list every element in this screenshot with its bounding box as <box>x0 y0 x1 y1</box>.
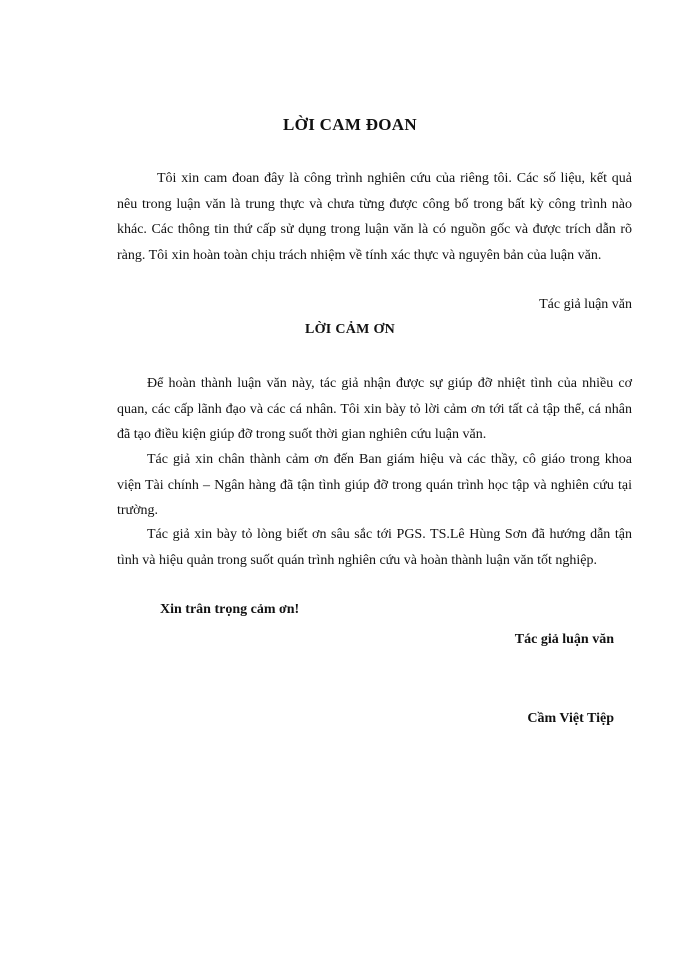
acknowledgement-paragraph-1: Để hoàn thành luận văn này, tác giả nhận được sự giúp đỡ nhiệt tình của nhiều cơ quan, các cấp lãnh đạo và các cá nhân. Tôi xin bày tỏ lời cảm ơn tới tất cả tập thể, cá nhân đã tạo điều kiện giúp đỡ trong suốt thời gian nghiên cứu luận văn. <box>117 376 632 442</box>
declaration-signature: Tác giả luận văn <box>539 297 632 312</box>
acknowledgement-title: LỜI CẢM ƠN <box>304 322 396 337</box>
declaration-paragraph: Tôi xin cam đoan đây là công trình nghiên cứu của riêng tôi. Các số liệu, kết quả nêu trong luận văn là trung thực và chưa từng được công bố trong bất kỳ công trình nào khác. Các thông tin thứ cấp sử dụng trong luận văn là có nguồn gốc và được trích dẫn rõ ràng. Tôi xin hoàn toàn chịu trách nhiệm về tính xác thực và nguyên bản của luận văn. <box>117 171 632 263</box>
author-name: Cầm Việt Tiệp <box>527 711 614 726</box>
closing-remark: Xin trân trọng cảm ơn! <box>160 602 300 617</box>
acknowledgement-paragraph-3: Tác giả xin bày tỏ lòng biết ơn sâu sắc tới PGS. TS.Lê Hùng Sơn đã hướng dẫn tận tình và hiệu quản trong suốt quán trình nghiên cứu và hoàn thành luận văn tốt nghiệp. <box>117 527 632 568</box>
acknowledgement-signature: Tác giả luận văn <box>514 632 614 647</box>
declaration-title: LỜI CAM ĐOAN <box>283 115 417 134</box>
acknowledgement-paragraph-2: Tác giả xin chân thành cảm ơn đến Ban giám hiệu và các thầy, cô giáo trong khoa viện Tài chính – Ngân hàng đã tận tình giúp đỡ trong quán trình học tập và nghiên cứu tại trường. <box>117 452 632 518</box>
